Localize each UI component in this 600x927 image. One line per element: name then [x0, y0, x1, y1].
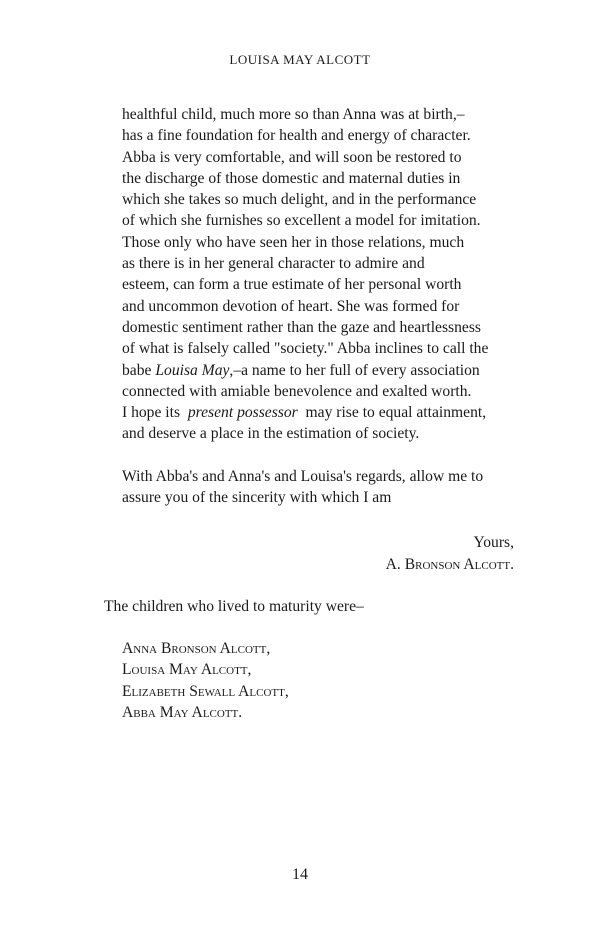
text-line: esteem, can form a true estimate of her personal worth [122, 276, 462, 294]
text-line: the discharge of those domestic and maternal duties in [122, 169, 461, 187]
children-list [122, 638, 289, 723]
text-fragment: babe [122, 361, 156, 379]
text-line: has a fine foundation for health and energy of character. [122, 127, 471, 145]
italic-phrase: present possessor [187, 404, 298, 422]
text-line: of which she furnishes so excellent a model for imitation. [122, 212, 481, 230]
letter-paragraph-1 [122, 104, 522, 445]
text-line: Those only who have seen her in those relations, much [122, 233, 465, 251]
text-line: and deserve a place in the estimation of society. [122, 425, 420, 443]
text-line [122, 360, 522, 381]
closing-salutation: Yours, [473, 534, 514, 551]
text-line: With Abba's and Anna's and Louisa's regards, allow me to [122, 467, 484, 485]
letter-paragraph-2 [122, 466, 522, 509]
list-item: Elizabeth Sewall Alcott, [122, 682, 289, 700]
text-fragment: I hope its [122, 404, 188, 422]
text-line: assure you of the sincerity with which I am [122, 489, 392, 507]
text-line: domestic sentiment rather than the gaze and heartlessness [122, 318, 481, 336]
text-line: Abba is very comfortable, and will soon be restored to [122, 148, 462, 166]
running-head: LOUISA MAY ALCOTT [229, 52, 371, 67]
signature: A. Bronson Alcott. [385, 556, 514, 573]
list-item: Louisa May Alcott, [122, 661, 252, 679]
text-fragment: ,–a name to her full of every association [229, 361, 480, 379]
list-item: Anna Bronson Alcott, [122, 640, 271, 657]
italic-name: Louisa May [155, 361, 230, 379]
children-intro: The children who lived to maturity were– [104, 598, 364, 615]
letter-body [122, 104, 522, 508]
text-line [122, 402, 522, 423]
text-line: connected with amiable benevolence and exalted worth. [122, 382, 472, 400]
list-item: Abba May Alcott. [122, 703, 243, 721]
text-fragment: may rise to equal attainment, [297, 404, 487, 422]
text-line: and uncommon devotion of heart. She was formed for [122, 297, 460, 315]
text-line: healthful child, much more so than Anna was at birth,– [122, 106, 465, 123]
page-number: 14 [292, 866, 308, 883]
text-line: which she takes so much delight, and in the performance [122, 191, 477, 209]
text-line: of what is falsely called "society." Abba inclines to call the [122, 340, 489, 358]
paragraph-gap [122, 445, 522, 466]
text-line: as there is in her general character to admire and [122, 255, 425, 273]
